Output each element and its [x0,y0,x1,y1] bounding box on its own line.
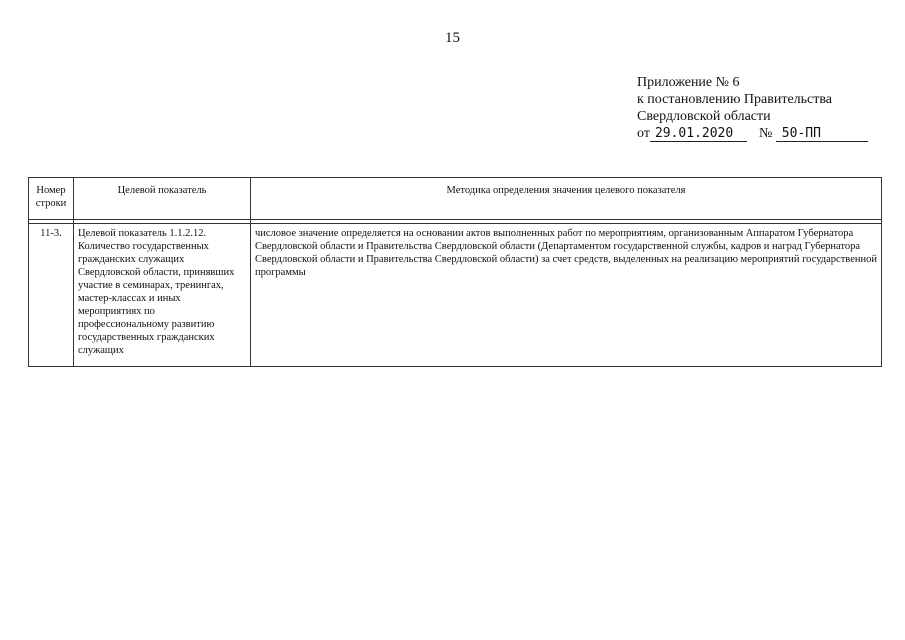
date-prefix: от [637,126,650,141]
number-prefix: № [758,126,773,141]
table-header-row [29,178,882,220]
number-value: 50-ПП [776,127,868,142]
header-indicator: Целевой показатель [74,178,251,220]
appendix-resolution: к постановлению Правительства [637,92,833,107]
row-number: 11-3. [29,224,74,367]
appendix-date-number [637,125,868,142]
header-method: Методика определения значения целевого показателя [251,178,882,220]
appendix-region: Свердловской области [637,109,771,124]
appendix-block [637,74,868,142]
row-indicator: Целевой показатель 1.1.2.12. Количество государственных гражданских служащих Свердловской области, принявших участие в семинарах, тренингах, мастер-классах и иных мероприятиях по профессиональному развитию государственных гражданских служащих [74,224,251,367]
appendix-title: Приложение № 6 [637,75,740,90]
page-number: 15 [445,30,460,46]
row-method: числовое значение определяется на основании актов выполненных работ по мероприятиям, организованным Аппаратом Губернатора Свердловской области и Правительства Свердловской области (Департаментом государственной службы, кадров и наград Губернатора Свердловской области и Правительства Свердловской области) за счет средств, выделенных на реализацию мероприятий государственной программы [251,224,882,367]
indicator-table [28,177,882,367]
header-row-number: Номер строки [29,178,74,220]
date-value: 29.01.2020 [650,127,747,142]
table-row [29,224,882,367]
